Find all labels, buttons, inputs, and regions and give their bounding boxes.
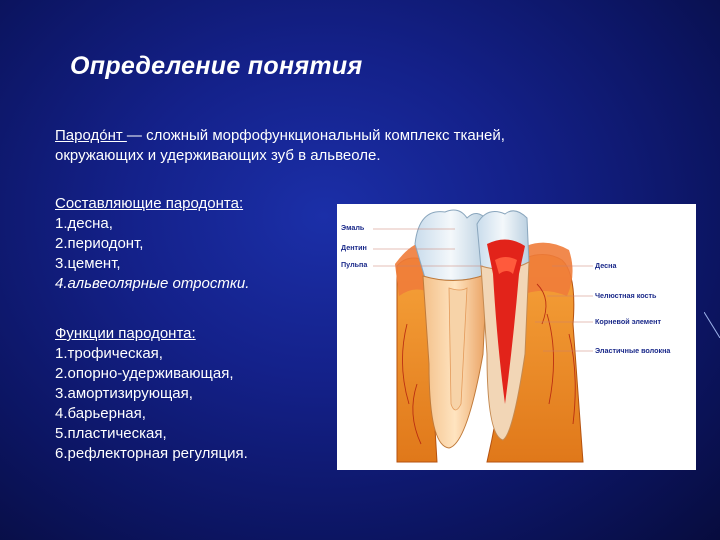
definition-term: Пародо́нт [55, 127, 127, 144]
components-list [55, 194, 249, 294]
list-item: 1.трофическая, [55, 345, 163, 362]
label-pulp: Пульпа [341, 260, 368, 269]
list-item: 3.амортизирующая, [55, 385, 193, 402]
tooth-diagram [337, 204, 696, 470]
label-root-element: Корневой элемент [595, 317, 661, 326]
decorative-line [704, 312, 720, 338]
label-dentin: Дентин [341, 243, 367, 252]
definition-paragraph [55, 126, 615, 166]
list-item: 3.цемент, [55, 255, 121, 272]
list-item: 2.опорно-удерживающая, [55, 365, 234, 382]
label-elastic-fibers: Эластичные волокна [595, 346, 671, 355]
list-item: 6.рефлекторная регуляция. [55, 445, 248, 462]
list-item: 5.пластическая, [55, 425, 167, 442]
label-gum: Десна [595, 261, 617, 270]
components-heading: Составляющие пародонта: [55, 195, 244, 212]
functions-heading: Функции пародонта: [55, 325, 196, 342]
slide-title: Определение понятия [70, 52, 363, 80]
label-enamel: Эмаль [341, 223, 365, 232]
tooth-crown-enamel [415, 210, 487, 280]
functions-list [55, 324, 248, 464]
list-item: 4.барьерная, [55, 405, 146, 422]
list-item: 1.десна, [55, 215, 113, 232]
label-jaw-bone: Челюстная кость [595, 291, 657, 300]
definition-text-line2: окружающих и удерживающих зуб в альвеоле. [55, 147, 381, 164]
list-item: 2.периодонт, [55, 235, 144, 252]
periodontium-illustration [337, 204, 696, 470]
list-item: 4.альвеолярные отростки. [55, 275, 250, 292]
definition-text: — сложный морфофункциональный комплекс тканей, [126, 127, 505, 144]
